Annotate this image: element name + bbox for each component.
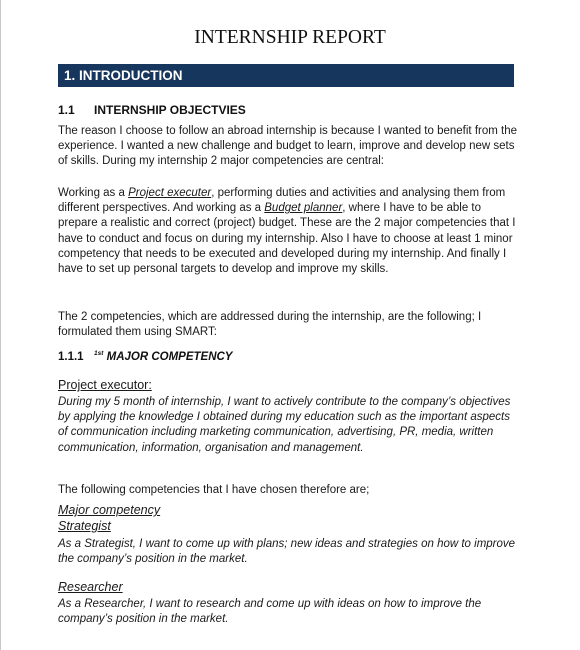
strategist-text: As a Strategist, I want to come up with plans; new ideas and strategies on how to improve the company’s position in the market. — [58, 538, 516, 566]
budget-planner-term: Budget planner — [264, 202, 343, 215]
subsubsection-number: 1.1.1 — [58, 351, 84, 363]
subsection-title: INTERNSHIP OBJECTVIES — [94, 103, 246, 117]
paragraph-competencies-text-1: Working as a — [58, 187, 129, 199]
project-executor-label: Project executor: — [58, 378, 152, 392]
researcher-text: As a Researcher, I want to research and come up with ideas on how to improve the company’s position in the market. — [58, 598, 482, 626]
page-edge — [0, 0, 1, 650]
paragraph-competencies-text-3: , where I have to be able to prepare a realistic and correct (project) budget. These are the 2 major competencies that I have to conduct and focus on during my internship. Also I have to choose at least 1 minor competency that needs to be executed and developed during my internship. And finally I have to set up personal targets to develop and improve my skills. — [58, 202, 516, 276]
paragraph-smart: The 2 competencies, which are addressed during the internship, are the following; I formulated them using SMART: — [58, 311, 482, 339]
subsubsection-heading — [58, 350, 232, 363]
paragraph-intro: The reason I choose to follow an abroad internship is because I wanted to benefit from the experience. I wanted a new challenge and budget to learn, improve and develop new sets of skills. During my internship 2 major competencies are central: — [58, 125, 518, 168]
subsection-heading — [58, 103, 246, 117]
competencies-intro: The following competencies that I have chosen therefore are; — [58, 484, 370, 496]
researcher-label: Researcher — [58, 580, 123, 594]
subsection-number: 1.1 — [58, 103, 75, 117]
major-competency-label: Major competency — [58, 503, 161, 517]
ordinal-superscript: 1st — [94, 350, 104, 357]
paragraph-competencies — [58, 186, 518, 277]
project-executer-term: Project executer — [128, 187, 212, 199]
document-title: INTERNSHIP REPORT — [194, 27, 386, 48]
subsubsection-title: MAJOR COMPETENCY — [106, 351, 233, 363]
project-executor-text: During my 5 month of internship, I want to actively contribute to the company’s objectives by applying the knowledge I obtained during my education such as the important aspects of communication including marketing communication, advertising, PR, media, written communication, information, organisation and management. — [58, 396, 511, 454]
section-heading-bar: 1. INTRODUCTION — [58, 64, 514, 87]
strategist-label: Strategist — [58, 519, 111, 533]
paragraph-competencies-text-2: , performing duties and activities and analysing them from different perspectives. And working as a — [58, 187, 506, 215]
